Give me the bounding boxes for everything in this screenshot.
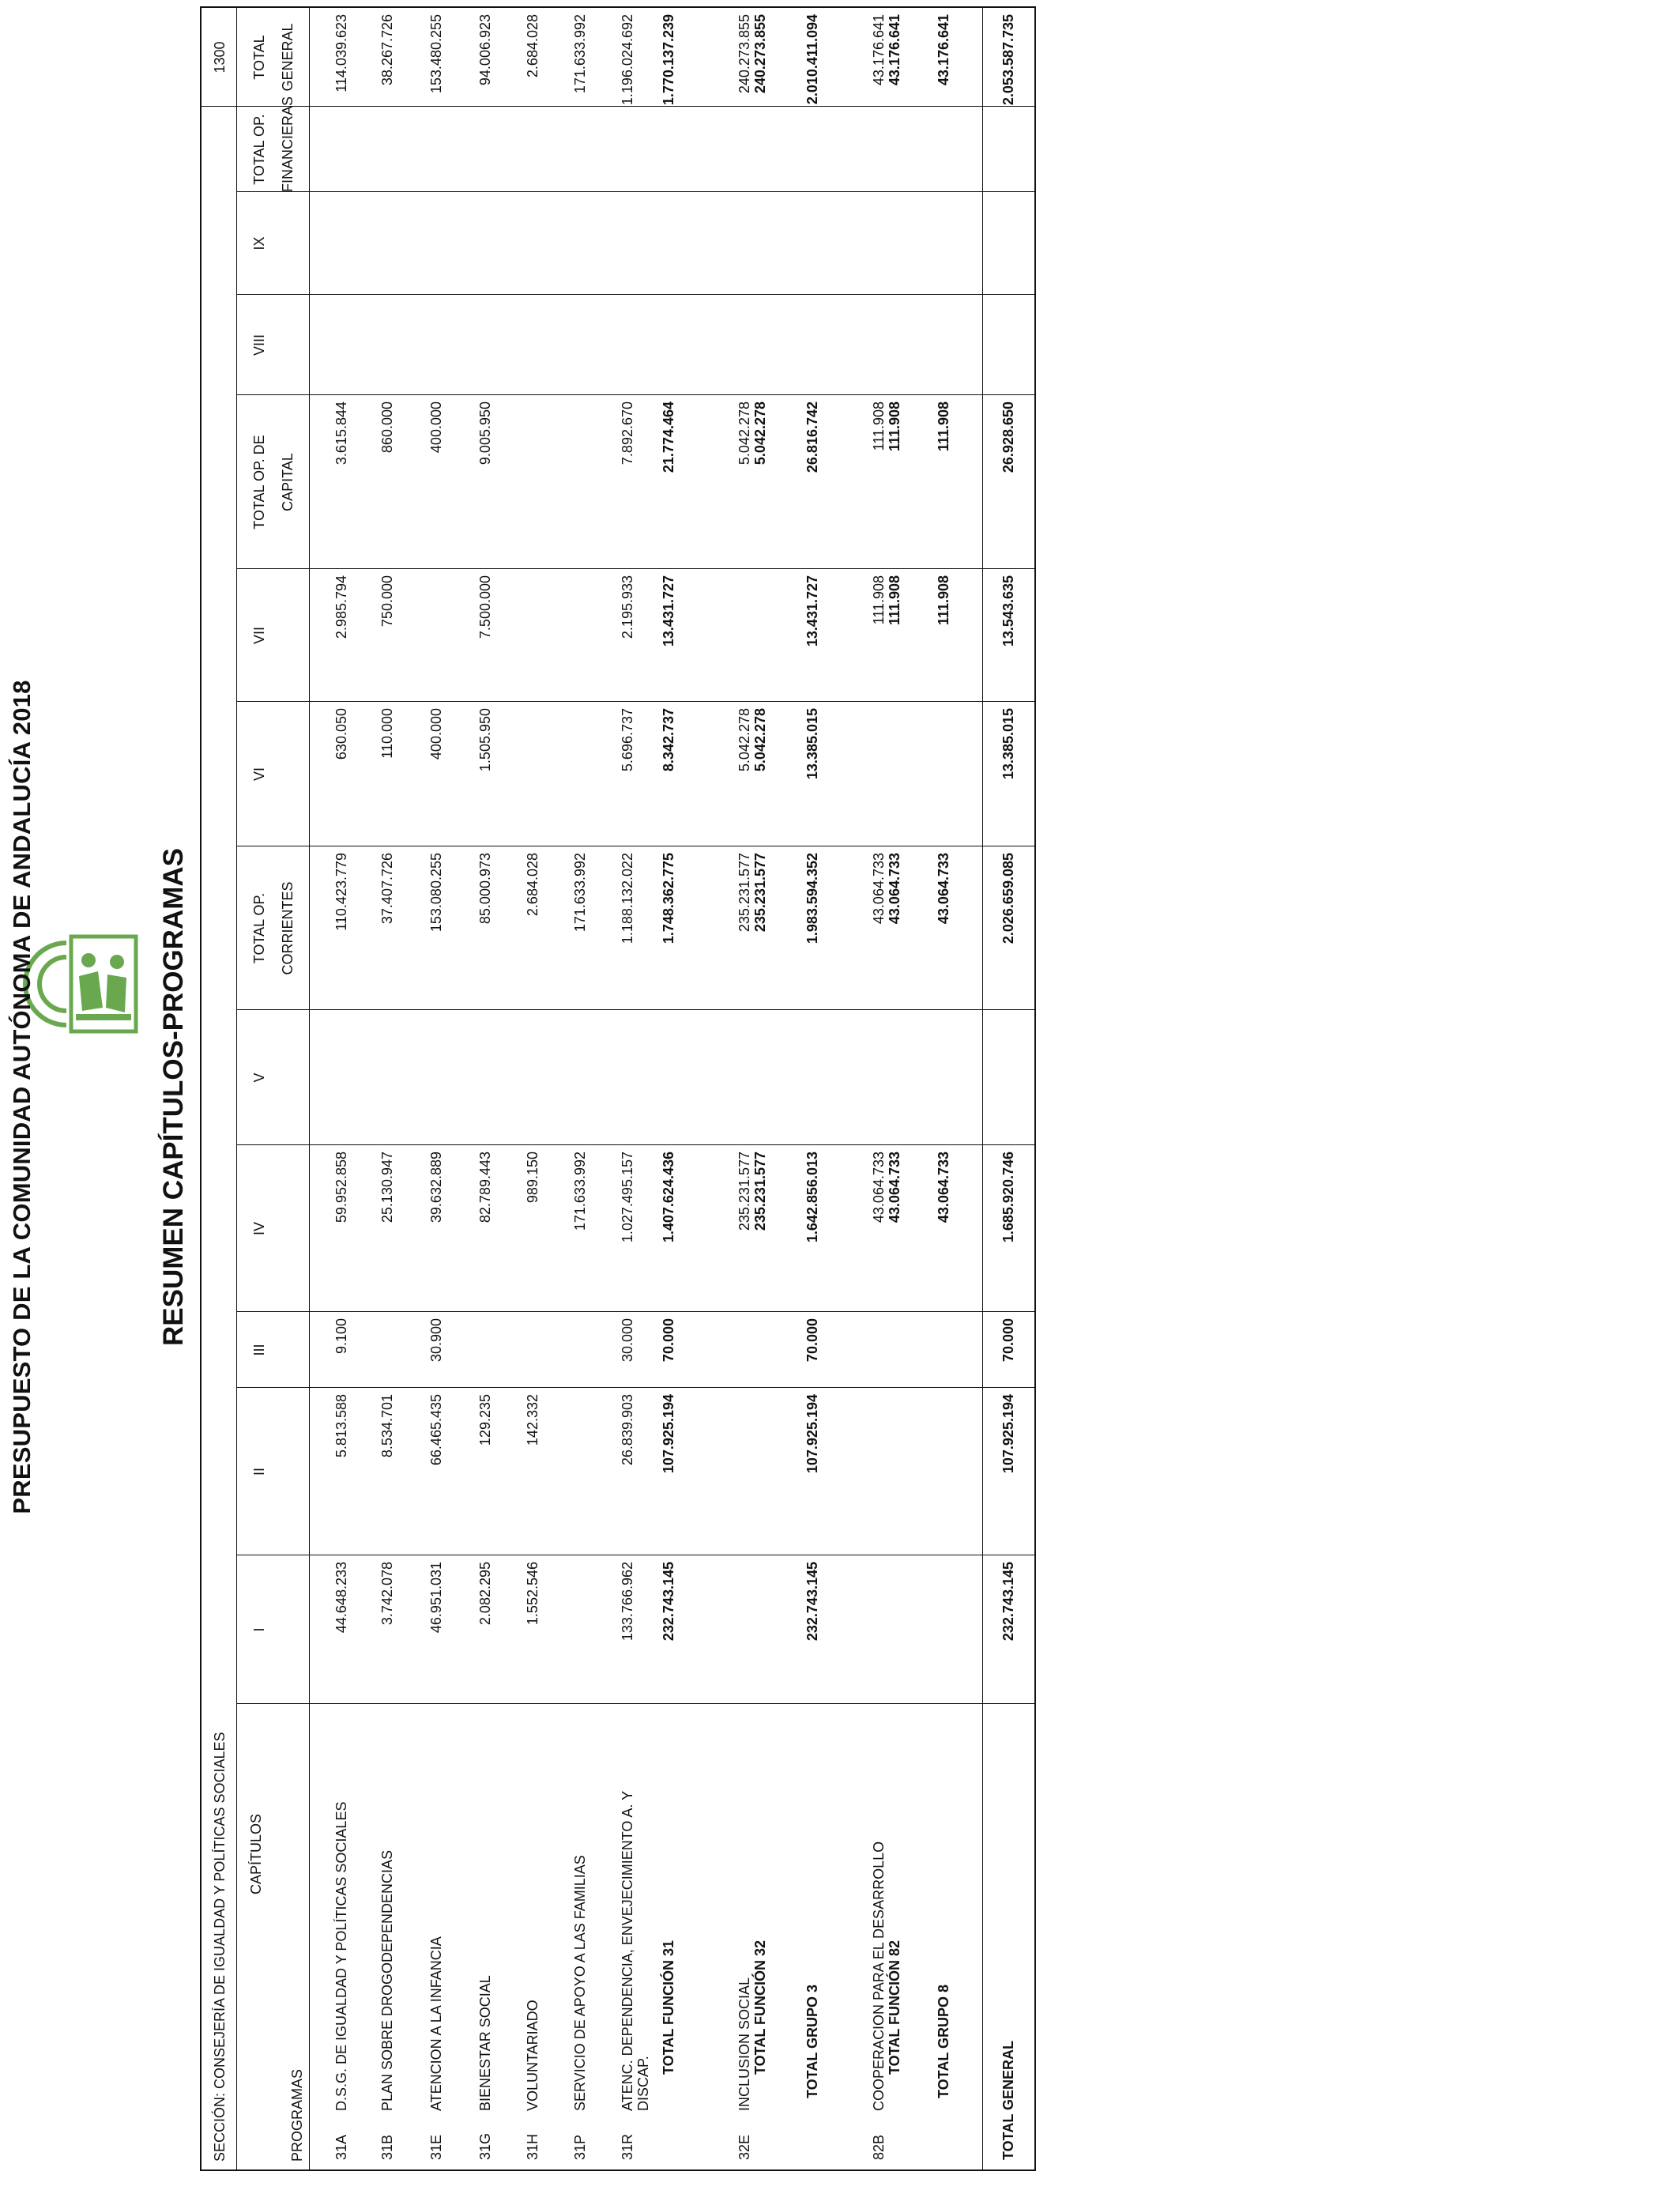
- table-value: 1.196.024.692: [620, 14, 635, 106]
- table-value: 240.273.855: [752, 14, 768, 94]
- table-value: 43.064.733: [936, 853, 951, 925]
- column-header: CORRIENTES: [280, 881, 296, 975]
- budget-table: [200, 6, 1036, 2171]
- column-header: IX: [251, 236, 267, 251]
- total-general-value: 13.385.015: [1000, 708, 1016, 780]
- table-value: 70.000: [804, 1318, 820, 1363]
- program-code: 31A: [333, 2134, 349, 2160]
- table-value: 235.231.577: [736, 1152, 752, 1231]
- table-value: 153.480.255: [428, 14, 444, 94]
- program-name: DISCAP.: [635, 2056, 651, 2111]
- table-value: 3.615.844: [333, 401, 349, 466]
- table-value: 171.633.992: [572, 853, 588, 933]
- total-general-value: 2.026.659.085: [1000, 853, 1016, 944]
- table-value: 5.042.278: [736, 708, 752, 772]
- program-name: ATENCION A LA INFANCIA: [428, 1936, 444, 2111]
- table-value: 1.642.856.013: [804, 1152, 820, 1243]
- table-value: 82.789.443: [477, 1152, 493, 1223]
- table-rule: [982, 8, 983, 2169]
- total-general-value: 26.928.650: [1000, 401, 1016, 473]
- table-value: 5.042.278: [736, 401, 752, 466]
- total-general-value: 107.925.194: [1000, 1394, 1016, 1474]
- table-value: 1.505.950: [477, 708, 493, 772]
- program-name: D.S.G. DE IGUALDAD Y POLÍTICAS SOCIALES: [333, 1801, 349, 2111]
- table-value: 43.176.641: [936, 14, 951, 86]
- program-code: 31H: [525, 2133, 541, 2160]
- table-value: 43.176.641: [887, 14, 902, 86]
- program-code: 82B: [871, 2134, 887, 2160]
- page-title: PRESUPUESTO DE LA COMUNIDAD AUTÓNOMA DE ANDALUCÍA 2018: [8, 680, 36, 1514]
- program-code: 31B: [379, 2134, 395, 2160]
- column-header: III: [251, 1344, 267, 1356]
- table-value: 26.839.903: [620, 1394, 635, 1466]
- table-value: 2.195.933: [620, 575, 635, 639]
- table-value: 1.027.495.157: [620, 1152, 635, 1243]
- table-value: 43.064.733: [871, 1152, 887, 1223]
- table-value: 43.064.733: [871, 853, 887, 925]
- program-code: 31P: [572, 2134, 588, 2160]
- table-value: 171.633.992: [572, 1152, 588, 1231]
- table-value: 5.042.278: [752, 401, 768, 466]
- program-name: ATENC. DEPENDENCIA, ENVEJECIMIENTO A. Y: [620, 1790, 635, 2111]
- table-value: 30.900: [428, 1318, 444, 1363]
- table-value: 3.742.078: [379, 1562, 395, 1626]
- table-value: 107.925.194: [804, 1394, 820, 1474]
- table-value: 13.431.727: [804, 575, 820, 647]
- table-value: 9.005.950: [477, 401, 493, 466]
- table-value: 2.684.028: [525, 14, 541, 78]
- table-value: 70.000: [661, 1318, 676, 1363]
- table-value: 7.500.000: [477, 575, 493, 639]
- table-value: 110.000: [379, 708, 395, 759]
- program-code: 31G: [477, 2132, 493, 2160]
- program-name: VOLUNTARIADO: [525, 2000, 541, 2111]
- capitulos-label: CAPÍTULOS: [248, 1814, 264, 1895]
- table-value: 7.892.670: [620, 401, 635, 466]
- table-rule: [236, 1009, 1034, 1010]
- column-header: GENERAL: [280, 23, 296, 92]
- table-value: 232.743.145: [804, 1562, 820, 1642]
- program-code: 31E: [428, 2134, 444, 2160]
- section-label: SECCIÓN: CONSEJERÍA DE IGUALDAD Y POLÍTICAS SOCIALES: [212, 1732, 228, 2162]
- total-general-value: 13.543.635: [1000, 575, 1016, 647]
- subtotal-label: TOTAL FUNCIÓN 32: [752, 1940, 768, 2075]
- table-value: 2.010.411.094: [804, 14, 820, 105]
- table-value: 860.000: [379, 401, 395, 454]
- table-rule: [236, 1387, 1034, 1388]
- table-value: 235.231.577: [752, 1152, 768, 1231]
- table-value: 59.952.858: [333, 1152, 349, 1223]
- column-header: VI: [251, 767, 267, 782]
- total-general-value: 2.053.587.735: [1000, 14, 1016, 106]
- table-rule: [236, 701, 1034, 702]
- table-value: 111.908: [936, 401, 951, 452]
- table-value: 25.130.947: [379, 1152, 395, 1223]
- table-value: 750.000: [379, 575, 395, 628]
- table-value: 107.925.194: [661, 1394, 676, 1474]
- table-value: 171.633.992: [572, 14, 588, 94]
- table-value: 2.684.028: [525, 853, 541, 917]
- total-general-value: 232.743.145: [1000, 1562, 1016, 1642]
- total-general-label: TOTAL GENERAL: [1000, 2040, 1016, 2160]
- table-value: 1.770.137.239: [661, 14, 676, 106]
- table-value: 26.816.742: [804, 401, 820, 473]
- program-name: INCLUSION SOCIAL: [736, 1977, 752, 2111]
- table-rule: [236, 1703, 1034, 1704]
- table-value: 8.534.701: [379, 1394, 395, 1458]
- table-value: 111.908: [871, 401, 887, 451]
- table-value: 111.908: [871, 575, 887, 625]
- column-header: II: [251, 1468, 267, 1476]
- table-value: 1.188.132.022: [620, 853, 635, 944]
- table-value: 232.743.145: [661, 1562, 676, 1642]
- column-header: VII: [251, 627, 267, 645]
- program-name: BIENESTAR SOCIAL: [477, 1975, 493, 2111]
- table-value: 43.064.733: [887, 853, 902, 925]
- page-subtitle: RESUMEN CAPÍTULOS-PROGRAMAS: [158, 847, 189, 1347]
- table-value: 13.431.727: [661, 575, 676, 647]
- table-value: 153.080.255: [428, 853, 444, 933]
- table-value: 630.050: [333, 708, 349, 760]
- column-header: TOTAL OP.: [251, 114, 267, 185]
- programas-label: PROGRAMAS: [289, 2068, 305, 2162]
- column-header: TOTAL OP.: [251, 892, 267, 964]
- program-code: 31R: [620, 2133, 635, 2160]
- column-header: TOTAL OP. DE: [251, 435, 267, 530]
- subtotal-label: TOTAL GRUPO 8: [936, 1984, 951, 2098]
- table-value: 21.774.464: [661, 401, 676, 473]
- table-value: 66.465.435: [428, 1394, 444, 1466]
- column-header: VIII: [251, 334, 267, 356]
- column-header: V: [251, 1072, 267, 1083]
- subtotal-label: TOTAL FUNCIÓN 31: [661, 1940, 676, 2075]
- subtotal-label: TOTAL FUNCIÓN 82: [887, 1940, 902, 2075]
- table-value: 85.000.973: [477, 853, 493, 925]
- table-value: 240.273.855: [736, 14, 752, 94]
- table-value: 37.407.726: [379, 853, 395, 925]
- table-rule: [236, 8, 237, 2169]
- table-value: 111.908: [887, 575, 902, 626]
- table-value: 5.042.278: [752, 708, 768, 772]
- table-value: 43.176.641: [871, 14, 887, 86]
- table-value: 129.235: [477, 1394, 493, 1446]
- column-header: IV: [251, 1222, 267, 1236]
- table-rule: [236, 191, 1034, 192]
- table-value: 2.082.295: [477, 1562, 493, 1626]
- subtotal-label: TOTAL GRUPO 3: [804, 1984, 820, 2098]
- total-general-value: 1.685.920.746: [1000, 1152, 1016, 1243]
- table-value: 13.385.015: [804, 708, 820, 780]
- table-value: 1.552.546: [525, 1562, 541, 1626]
- section-code: 1300: [212, 41, 228, 74]
- program-name: COOPERACION PARA EL DESARROLLO: [871, 1841, 887, 2111]
- column-header: FINANCIERAS: [280, 96, 296, 192]
- table-value: 38.267.726: [379, 14, 395, 86]
- table-value: 30.000: [620, 1318, 635, 1363]
- table-value: 111.908: [887, 401, 902, 452]
- table-rule: [236, 568, 1034, 569]
- table-rule: [236, 1144, 1034, 1145]
- column-header: CAPITAL: [280, 453, 296, 511]
- table-value: 43.064.733: [936, 1152, 951, 1223]
- table-value: 111.908: [936, 575, 951, 626]
- table-value: 5.813.588: [333, 1394, 349, 1458]
- table-value: 235.231.577: [752, 853, 768, 933]
- table-value: 1.407.624.436: [661, 1152, 676, 1243]
- table-rule: [236, 294, 1034, 295]
- table-value: 5.696.737: [620, 708, 635, 772]
- table-value: 94.006.923: [477, 14, 493, 86]
- table-value: 110.423.779: [333, 853, 349, 931]
- table-value: 1.748.362.775: [661, 853, 676, 944]
- table-value: 114.039.623: [333, 14, 349, 92]
- table-value: 2.985.794: [333, 575, 349, 639]
- table-rule: [202, 106, 1034, 107]
- table-value: 9.100: [333, 1318, 349, 1355]
- table-value: 44.648.233: [333, 1562, 349, 1634]
- table-value: 142.332: [525, 1394, 541, 1446]
- table-value: 989.150: [525, 1152, 541, 1204]
- table-value: 133.766.962: [620, 1562, 635, 1642]
- table-value: 400.000: [428, 401, 444, 454]
- table-value: 39.632.889: [428, 1152, 444, 1223]
- table-value: 8.342.737: [661, 708, 676, 772]
- column-header: I: [251, 1627, 267, 1632]
- table-value: 46.951.031: [428, 1562, 444, 1634]
- program-code: 32E: [736, 2134, 752, 2160]
- table-rule: [236, 394, 1034, 395]
- table-value: 400.000: [428, 708, 444, 760]
- table-value: 43.064.733: [887, 1152, 902, 1223]
- table-value: 1.983.594.352: [804, 853, 820, 944]
- total-general-value: 70.000: [1000, 1318, 1016, 1363]
- table-value: 235.231.577: [736, 853, 752, 933]
- table-rule: [309, 8, 310, 2169]
- table-rule: [236, 1311, 1034, 1312]
- column-header: TOTAL: [251, 35, 267, 80]
- program-name: PLAN SOBRE DROGODEPENDENCIAS: [379, 1849, 395, 2111]
- program-name: SERVICIO DE APOYO A LAS FAMILIAS: [572, 1855, 588, 2111]
